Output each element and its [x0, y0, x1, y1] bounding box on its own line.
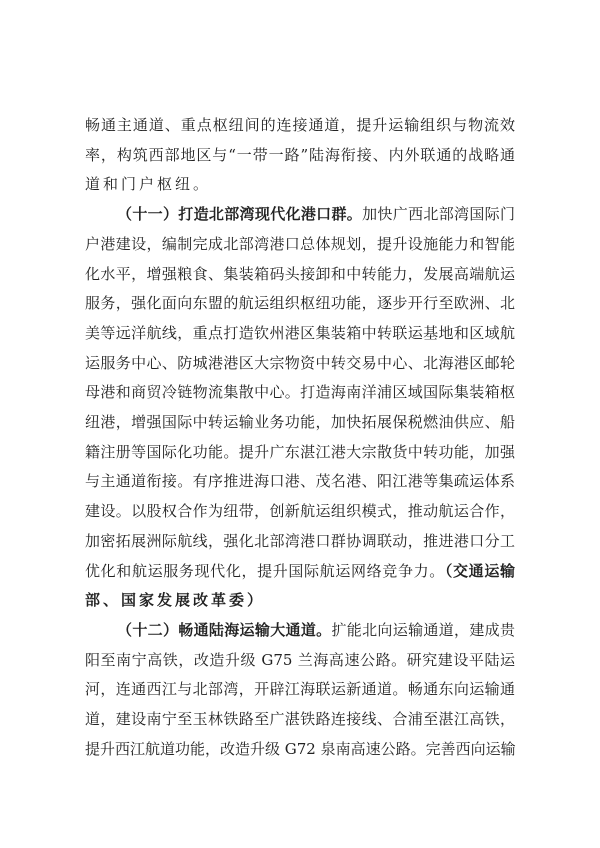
- text-line: [85, 411, 515, 433]
- text-line: [85, 263, 515, 285]
- text-line: [117, 203, 515, 225]
- text-segment: 户港建设，编制完成北部湾港口总体规划，提升设施能力和智能: [85, 234, 515, 253]
- text-line: [85, 530, 515, 552]
- text-segment: 率，构筑西部地区与“一带一路”陆海衔接、内外联通的战略通: [85, 145, 515, 164]
- bold-text-segment: （交通运输: [444, 561, 515, 580]
- text-line: [85, 560, 515, 582]
- text-line: [85, 589, 515, 611]
- bold-text-segment: 部、国家发展改革委）: [85, 591, 266, 610]
- text-segment: 河，连通西江与北部湾，开辟江海联运新通道。畅通东向运输通: [85, 680, 515, 699]
- text-line: [85, 322, 515, 344]
- text-segment: 服务，强化面向东盟的航运组织枢纽功能，逐步开行至欧洲、北: [85, 294, 515, 313]
- text-segment: 道和门户枢纽。: [85, 175, 212, 194]
- text-segment: 纽港，增强国际中转运输业务功能，加快拓展保税燃油供应、船: [85, 413, 515, 431]
- text-segment: 扩能北向运输通道，建成贵: [331, 620, 515, 639]
- bold-text-segment: （十二）畅通陆海运输大通道。: [117, 620, 332, 639]
- text-segment: 美等远洋航线，重点打造钦州港区集装箱中转联运基地和区域航: [85, 323, 515, 342]
- text-segment: 化水平，增强粮食、集装箱码头接卸和中转能力，发展高端航运: [85, 264, 515, 283]
- text-segment: 阳至南宁高铁，改造升级 G75 兰海高速公路。研究建设平陆运: [85, 650, 515, 669]
- text-line: [85, 441, 515, 463]
- text-line: [117, 619, 515, 641]
- text-line: [85, 678, 515, 700]
- text-segment: 籍注册等国际化功能。提升广东湛江港大宗散货中转功能，加强: [85, 442, 515, 461]
- text-line: [85, 470, 515, 492]
- text-line: [85, 738, 515, 760]
- text-line: [85, 500, 515, 522]
- text-segment: 加快广西北部湾国际门: [362, 205, 515, 224]
- text-line: [85, 144, 515, 166]
- text-line: [85, 649, 515, 671]
- bold-text-segment: （十一）打造北部湾现代化港口群。: [117, 205, 363, 224]
- text-segment: 提升西江航道功能，改造升级 G72 泉南高速公路。完善西向运输: [85, 739, 516, 758]
- text-line: [85, 233, 515, 255]
- text-segment: 加密拓展洲际航线，强化北部湾港口群协调联动，推进港口分工: [85, 531, 515, 550]
- text-line: [85, 114, 515, 136]
- text-segment: 建设。以股权合作为纽带，创新航运组织模式，推动航运合作，: [85, 502, 515, 521]
- text-segment: 运服务中心、防城港港区大宗物资中转交易中心、北海港区邮轮: [85, 353, 515, 372]
- text-segment: 畅通主通道、重点枢纽间的连接通道，提升运输组织与物流效: [85, 116, 515, 134]
- text-segment: 道，建设南宁至玉林铁路至广湛铁路连接线、合浦至湛江高铁，: [85, 710, 515, 728]
- text-line: [85, 381, 515, 403]
- text-line: [85, 352, 515, 374]
- text-segment: 与主通道衔接。有序推进海口港、茂名港、阳江港等集疏运体系: [85, 472, 515, 491]
- text-line: [85, 173, 515, 195]
- text-segment: 优化和航运服务现代化，提升国际航运网络竞争力。: [85, 561, 445, 580]
- text-line: [85, 708, 515, 730]
- text-line: [85, 292, 515, 314]
- text-segment: 母港和商贸冷链物流集散中心。打造海南洋浦区域国际集装箱枢: [85, 383, 515, 402]
